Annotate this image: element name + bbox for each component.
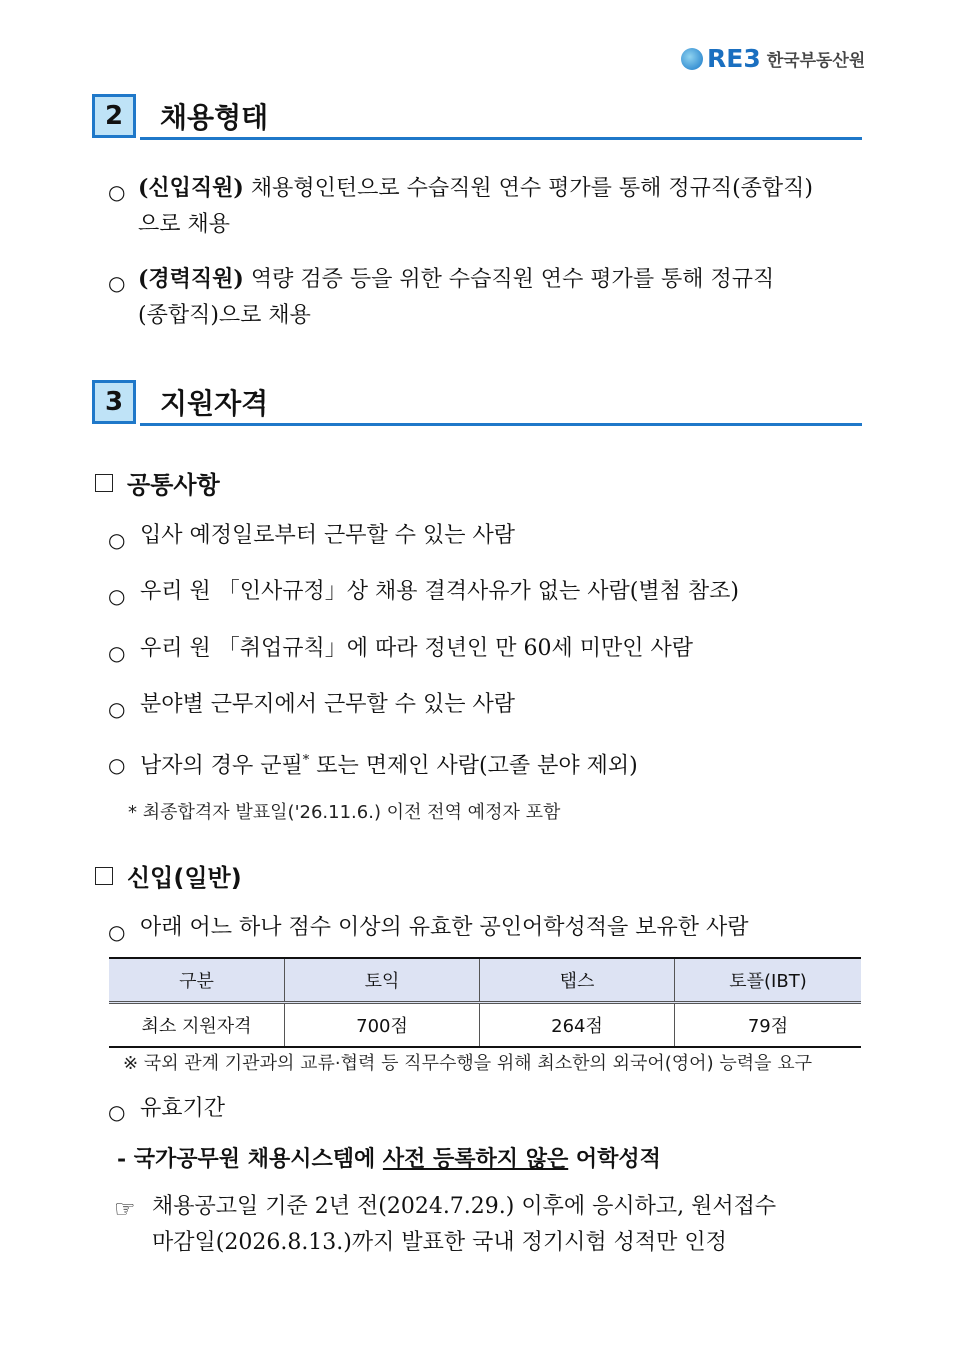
section-3-rule: [140, 423, 862, 426]
common-item-2: 우리 원 「인사규정」상 채용 결격사유가 없는 사람(별첨 참조): [140, 579, 739, 604]
bullet-icon: ○: [108, 528, 126, 552]
checkbox-icon: [95, 867, 113, 885]
table-note: ※ 국외 관계 기관과의 교류·협력 등 직무수행을 위해 최소한의 외국어(영어) 능력을 요구: [123, 1053, 812, 1074]
section-2-number: 2: [92, 94, 136, 138]
table-cell: 264점: [480, 1003, 675, 1048]
military-text: 남자의 경우 군필: [140, 753, 303, 779]
table-header-cell: 구분: [109, 958, 285, 1003]
section-3-header: [92, 380, 862, 424]
logo-icon: [681, 44, 767, 73]
section-3-title: 지원자격: [160, 387, 269, 420]
table-header-cell: 탭스: [480, 958, 675, 1003]
dash-text: - 국가공무원 채용시스템에: [117, 1146, 383, 1172]
section-2-header: [92, 94, 862, 138]
item-label: (경력직원): [138, 266, 244, 292]
item-text: 역량 검증 등을 위한 수습직원 연수 평가를 통해 정규직: [243, 267, 775, 292]
item-text: 채용형인턴으로 수습직원 연수 평가를 통해 정규직(종합직): [243, 176, 814, 201]
section-2-rule: [140, 137, 862, 140]
language-score-table: [109, 957, 861, 1048]
item-text-cont: (종합직)으로 채용: [138, 303, 311, 328]
table-header-cell: 토플(IBT): [675, 958, 862, 1003]
validity-detail: [152, 1189, 872, 1261]
new-heading-text: 신입(일반): [127, 864, 242, 892]
common-item-5: [140, 743, 638, 784]
common-heading: [95, 465, 220, 500]
validity-dash-item: [117, 1141, 661, 1177]
common-item-4: 분야별 근무지에서 근무할 수 있는 사람: [140, 692, 515, 717]
military-footnote: * 최종합격자 발표일('26.11.6.) 이전 전역 예정자 포함: [128, 802, 561, 823]
new-item: 아래 어느 하나 점수 이상의 유효한 공인어학성적을 보유한 사람: [140, 915, 749, 940]
logo: [681, 44, 865, 73]
section-2-item-2: [138, 261, 873, 334]
new-heading: [95, 858, 242, 893]
table-row: [109, 1003, 861, 1048]
item-text-cont: 으로 채용: [138, 212, 231, 237]
dash-underlined-text: 사전 등록하지 않은: [382, 1146, 569, 1172]
validity-detail-line2: 마감일(2026.8.13.)까지 발표한 국내 정기시험 성적만 인정: [152, 1230, 727, 1255]
table-header-row: [109, 958, 861, 1003]
table-cell: 700점: [285, 1003, 480, 1048]
section-2-item-1: [138, 170, 873, 243]
logo-name: 한국부동산원: [766, 51, 866, 71]
table-cell: 최소 지원자격: [109, 1003, 285, 1048]
footnote-mark: *: [302, 753, 310, 768]
table-header-cell: 토익: [285, 958, 480, 1003]
hand-pointer-icon: ☞: [114, 1195, 136, 1223]
bullet-icon: ○: [108, 920, 126, 944]
section-2-title: 채용형태: [160, 101, 269, 134]
common-heading-text: 공통사항: [127, 471, 220, 499]
logo-mark-text: RE3: [707, 44, 761, 73]
bullet-icon: ○: [108, 641, 126, 665]
section-3-number: 3: [92, 380, 136, 424]
validity-detail-line1: 채용공고일 기준 2년 전(2024.7.29.) 이후에 응시하고, 원서접수: [152, 1194, 777, 1219]
common-item-1: 입사 예정일로부터 근무할 수 있는 사람: [140, 523, 515, 548]
common-item-3: 우리 원 「취업규칙」에 따라 정년인 만 60세 미만인 사람: [140, 636, 693, 661]
table-cell: 79점: [675, 1003, 862, 1048]
item-label: (신입직원): [138, 175, 244, 201]
checkbox-icon: [95, 474, 113, 492]
bullet-icon: ○: [108, 753, 126, 777]
bullet-icon: ○: [108, 697, 126, 721]
bullet-icon: ○: [108, 584, 126, 608]
validity-title: 유효기간: [140, 1096, 226, 1121]
dash-text-cont: 어학성적: [568, 1146, 661, 1172]
bullet-icon: ○: [108, 271, 126, 295]
military-text-cont: 또는 면제인 사람(고졸 분야 제외): [309, 753, 638, 779]
bullet-icon: ○: [108, 180, 126, 204]
bullet-icon: ○: [108, 1100, 126, 1124]
